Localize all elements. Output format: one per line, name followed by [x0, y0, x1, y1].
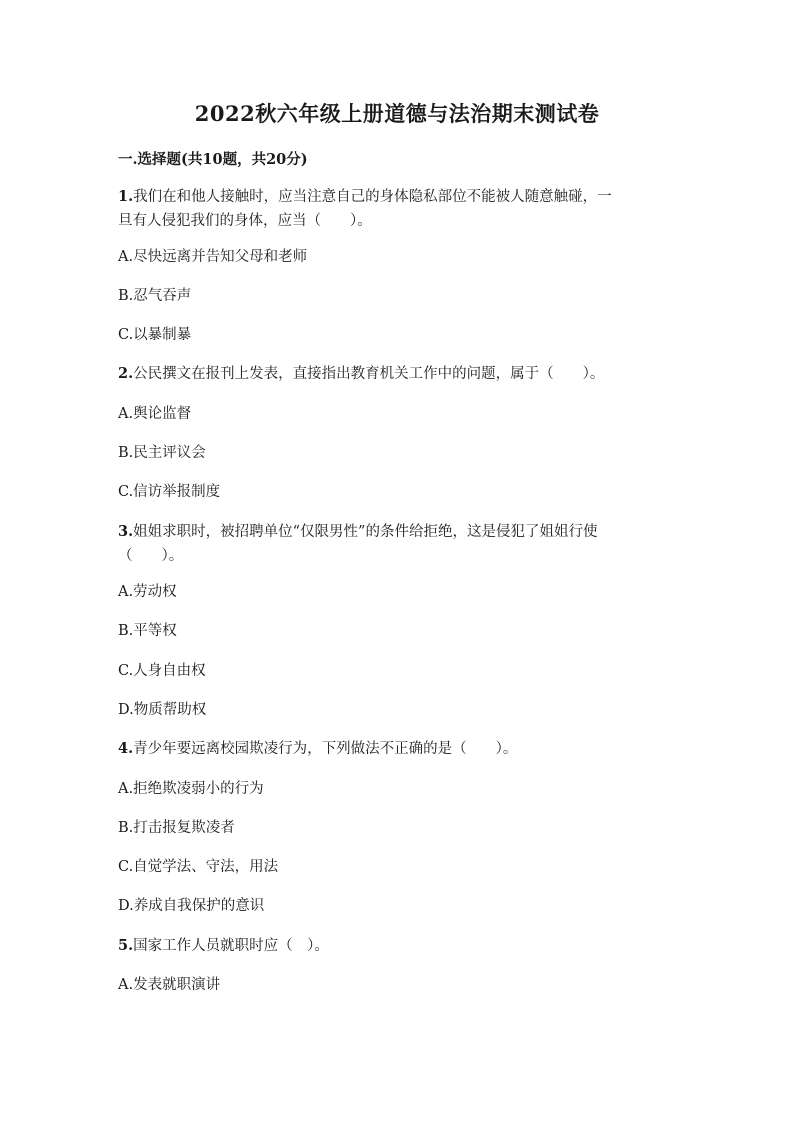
page-title: 2022秋六年级上册道德与法治期末测试卷 [194, 101, 600, 126]
question-4-option-a: A.拒绝欺凌弱小的行为 [118, 781, 264, 797]
question-4-option-b: B.打击报复欺凌者 [118, 820, 235, 836]
question-1-option-b: B.忍气吞声 [118, 288, 192, 304]
question-stem: 姐姐求职时，被招聘单位“仅限男性”的条件给拒绝，这是侵犯了姐姐行使 [133, 524, 598, 540]
question-1-line2: 旦有人侵犯我们的身体，应当（ ）。 [118, 213, 372, 229]
question-1 [118, 185, 678, 233]
question-4-option-c: C.自觉学法、守法，用法 [118, 859, 279, 875]
section-heading: 一.选择题(共10题，共20分) [118, 151, 308, 168]
question-1-line1 [118, 185, 678, 209]
question-3-option-a: A.劳动权 [118, 584, 177, 600]
question-stem: 国家工作人员就职时应（ ）。 [133, 938, 329, 954]
question-number: 4. [118, 740, 134, 757]
question-4-line1 [118, 737, 678, 761]
question-5 [118, 934, 678, 958]
question-5-option-a: A.发表就职演讲 [118, 977, 221, 993]
question-4 [118, 737, 678, 761]
question-number: 2. [118, 365, 134, 382]
question-1-option-a: A.尽快远离并告知父母和老师 [118, 249, 308, 265]
question-3-option-b: B.平等权 [118, 623, 177, 639]
question-2-option-b: B.民主评议会 [118, 445, 206, 461]
question-2-line1 [118, 362, 678, 386]
question-2-option-c: C.信访举报制度 [118, 484, 221, 500]
question-number: 1. [118, 188, 134, 205]
question-stem: 青少年要远离校园欺凌行为，下列做法不正确的是（ ）。 [133, 741, 518, 757]
question-stem: 我们在和他人接触时，应当注意自己的身体隐私部位不能被人随意触碰，一 [133, 189, 612, 205]
question-4-option-d: D.养成自我保护的意识 [118, 898, 265, 914]
question-number: 5. [118, 937, 134, 954]
question-5-line1 [118, 934, 678, 958]
question-stem: 公民撰文在报刊上发表，直接指出教育机关工作中的问题，属于（ ）。 [133, 366, 605, 382]
question-3 [118, 520, 678, 568]
question-2 [118, 362, 678, 386]
question-1-option-c: C.以暴制暴 [118, 327, 192, 343]
question-number: 3. [118, 523, 134, 540]
question-3-option-c: C.人身自由权 [118, 663, 206, 679]
question-3-line1 [118, 520, 678, 544]
question-2-option-a: A.舆论监督 [118, 406, 192, 422]
question-3-option-d: D.物质帮助权 [118, 702, 207, 718]
question-3-line2: （ ）。 [118, 548, 184, 564]
